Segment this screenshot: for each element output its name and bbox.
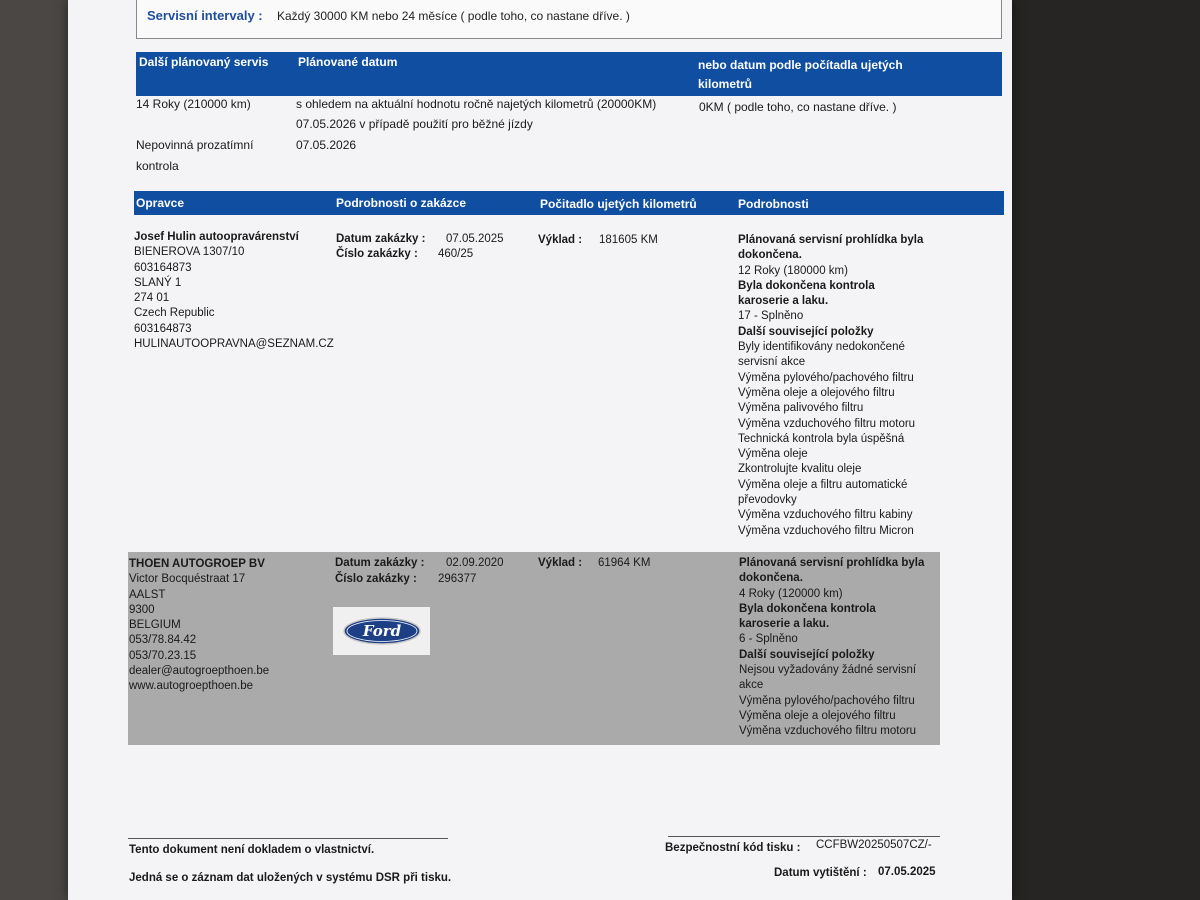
entry-2-detail-line: dokončena. [739,572,803,585]
entry-1-detail-line: Výměna palivového filtru [738,402,864,415]
planned-row-1-date-line2: 07.05.2026 v případě použití pro běžné jízdy [296,117,533,131]
planned-row-2-service-line1: Nepovinná prozatímní [136,138,254,152]
header-repairer: Opravce [136,196,185,210]
ford-logo [333,607,430,655]
entry-1-detail-line: Zkontrolujte kvalitu oleje [738,463,862,476]
entry-1-repairer [134,230,334,352]
entry-2-detail-line: 6 - Splněno [739,633,798,646]
security-code: CCFBW20250507CZ/- [816,839,932,851]
entry-2-repairer-line: AALST [129,588,166,601]
entry-2-detail-line: Nejsou vyžadovány žádné servisní [739,664,917,677]
entry-1-order-number-label: Číslo zakázky : [336,248,418,260]
entry-2-repairer [129,557,269,695]
entry-1-detail-line: Byla dokončena kontrola [738,279,875,292]
service-interval-box [136,0,1002,39]
entry-2-order-date: 02.09.2020 [446,557,504,569]
entry-2-detail-line: Byla dokončena kontrola [739,602,876,615]
print-date: 07.05.2025 [878,866,936,878]
security-code-label: Bezpečnostní kód tisku : [665,842,801,854]
entry-1-detail-line: dokončena. [738,249,802,262]
entry-2-detail-line: Další související položky [739,648,875,661]
planned-service-header [136,52,1002,96]
entry-1-repairer-name: Josef Hulin autoopravárenství [134,231,299,243]
planned-row-1-service: 14 Roky (210000 km) [136,97,251,111]
header-odometer-km: kilometrů [698,77,753,91]
entry-2-detail-line: karoserie a laku. [739,618,830,631]
header-odometer-date: nebo datum podle počítadla ujetých [698,58,903,72]
entry-2-detail-line: akce [739,679,764,692]
entry-2-repairer-line: 053/78.84.42 [129,634,197,647]
entry-2-odometer: 61964 KM [598,557,651,569]
entry-2-details [739,556,924,740]
entry-1-detail-line: Výměna oleje a olejového filtru [738,386,895,399]
entry-1-details [738,233,923,539]
entry-2-repairer-line: 9300 [129,603,155,616]
entry-1-detail-line: Výměna vzduchového filtru motoru [738,417,916,430]
entry-1-repairer-line: HULINAUTOOPRAVNA@SEZNAM.CZ [134,338,334,351]
entry-1-repairer-line: 603164873 [134,322,192,335]
planned-row-2-service-line2: kontrola [136,159,179,173]
entry-1-detail-line: Další související položky [738,325,874,338]
entry-1-repairer-line: 274 01 [134,292,170,305]
entry-1-odometer-label: Výklad : [538,234,583,246]
entry-2-detail-line: Výměna pylového/pachového filtru [739,694,915,707]
entry-1-detail-line: Výměna oleje a filtru automatické [738,478,908,491]
planned-row-2-date: 07.05.2026 [296,138,357,152]
entry-2-order-number: 296377 [438,573,477,585]
entry-1-detail-line: Výměna vzduchového filtru kabiny [738,509,913,522]
footer-rule-left [128,838,448,839]
footer-disclaimer-ownership: Tento dokument není dokladem o vlastnictví. [129,844,375,856]
entry-2-repairer-line: www.autogroepthoen.be [129,680,254,693]
entry-1-detail-line: servisní akce [738,356,806,369]
entry-1-repairer-line: BIENEROVA 1307/10 [134,246,245,259]
entry-2-repairer-line: BELGIUM [129,619,181,632]
footer-rule-right [668,836,940,837]
footer-disclaimer-record: Jedná se o záznam dat uložených v systému DSR při tisku. [129,872,452,884]
service-interval-label: Servisní intervaly : [147,8,263,23]
entry-1-odometer: 181605 KM [599,234,658,246]
entry-1-repairer-line: SLANÝ 1 [134,276,182,289]
header-planned-date: Plánované datum [298,55,398,69]
entry-2-repairer-line: 053/70.23.15 [129,649,197,662]
history-header [134,191,1004,215]
print-date-label: Datum vytištění : [774,867,867,879]
entry-1-repairer-line: Czech Republic [134,307,215,320]
entry-1-detail-line: Výměna oleje [738,448,808,461]
entry-1-detail-line: Byly identifikovány nedokončené [738,341,905,354]
entry-1-order-date-label: Datum zakázky : [336,233,426,245]
header-order-details: Podrobnosti o zakázce [336,196,467,210]
entry-1-detail-line: karoserie a laku. [738,295,829,308]
planned-row-1-date-line1: s ohledem na aktuální hodnotu ročně najetých kilometrů (20000KM) [296,97,657,111]
header-next-service: Další plánovaný servis [139,55,269,69]
entry-2-detail-line: Výměna vzduchového filtru motoru [739,725,917,738]
background-right [1000,0,1200,900]
entry-1-order-date: 07.05.2025 [446,233,504,245]
entry-2-odometer-label: Výklad : [538,557,583,569]
entry-1-detail-line: Technická kontrola byla úspěšná [738,432,905,445]
entry-1-detail-line: převodovky [738,494,797,507]
entry-2-detail-line: 4 Roky (120000 km) [739,587,843,600]
entry-1-order-number: 460/25 [438,248,474,260]
document-page [68,0,1012,900]
ford-logo-icon [343,617,421,645]
ford-logo-text: Ford [362,622,402,640]
header-odometer: Počitadlo ujetých kilometrů [540,197,697,211]
entry-1-detail-line: Výměna vzduchového filtru Micron [738,524,914,537]
entry-1-detail-line: Výměna pylového/pachového filtru [738,371,914,384]
planned-row-1-odometer: 0KM ( podle toho, co nastane dříve. ) [699,100,897,114]
entry-1-repairer-line: 603164873 [134,261,192,274]
header-details: Podrobnosti [738,197,809,211]
entry-2-repairer-line: dealer@autogroepthoen.be [129,665,270,678]
entry-2-repairer-line: Victor Bocquéstraat 17 [129,573,246,586]
entry-2-detail-line: Výměna oleje a olejového filtru [739,709,896,722]
entry-2-repairer-name: THOEN AUTOGROEP BV [129,558,265,570]
entry-2-detail-line: Plánovaná servisní prohlídka byla [739,557,925,569]
service-interval-value: Každý 30000 KM nebo 24 měsíce ( podle toho, co nastane dříve. ) [277,9,630,23]
entry-1-detail-line: 17 - Splněno [738,310,804,323]
entry-2-order-number-label: Číslo zakázky : [335,573,417,585]
entry-1-detail-line: 12 Roky (180000 km) [738,264,848,277]
entry-1-detail-line: Plánovaná servisní prohlídka byla [738,234,924,246]
entry-2-order-date-label: Datum zakázky : [335,557,425,569]
